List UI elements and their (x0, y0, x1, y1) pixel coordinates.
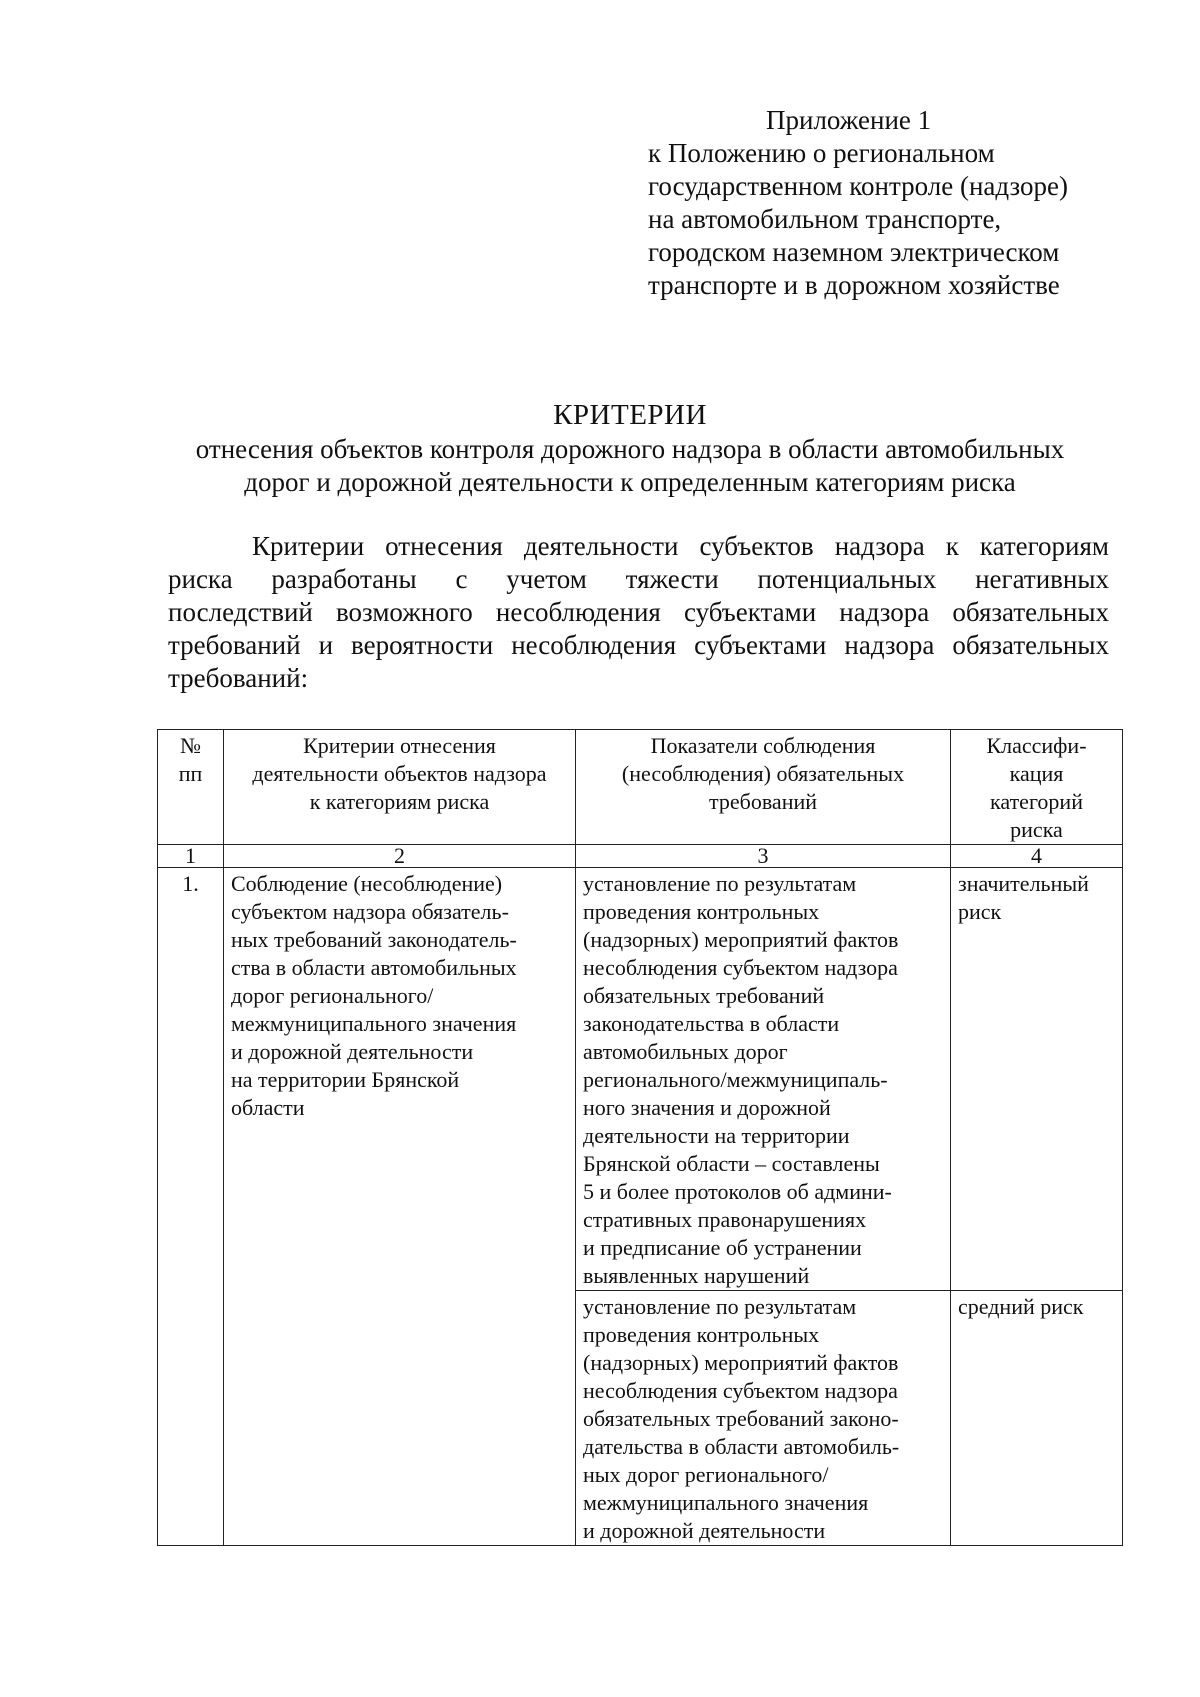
header-text: Показатели соблюдения (650, 733, 876, 758)
header-text: деятельности объектов надзора (252, 761, 547, 786)
risk-cell-significant (951, 868, 1123, 1291)
header-text: к категориям риска (309, 789, 490, 814)
header-text: № (180, 733, 201, 758)
indicator-text: и предписание об устранении (583, 1235, 862, 1260)
appendix-title: Приложение 1 (766, 105, 932, 135)
table-row (158, 868, 1123, 1291)
document-heading (150, 397, 1110, 499)
header-cell-indicators (576, 730, 951, 845)
table-header-row (158, 730, 1123, 845)
risk-text: риск (958, 899, 1002, 924)
intro-line: последствий возможного несоблюдения субъектами надзора обязательных (168, 597, 1109, 627)
column-number: 2 (224, 845, 576, 868)
document-subtitle-line: отнесения объектов контроля дорожного надзора в области автомобильных (195, 434, 1065, 464)
appendix-line: к Положению о региональном (648, 138, 995, 168)
criteria-cell (224, 868, 576, 1546)
header-cell-number (158, 730, 224, 845)
criteria-text: на территории Брянской (231, 1067, 460, 1092)
risk-text: средний риск (958, 1294, 1084, 1319)
header-text: категорий (990, 789, 1083, 814)
header-cell-criteria (224, 730, 576, 845)
indicator-text: Брянской области – составлены (583, 1151, 880, 1176)
indicator-text: дательства в области автомобиль- (583, 1434, 900, 1459)
indicator-text: и дорожной деятельности (583, 1518, 826, 1543)
intro-line: риска разработаны с учетом тяжести потенциальных негативных (168, 564, 1109, 594)
header-text: пп (178, 761, 203, 786)
header-cell-classification (951, 730, 1123, 845)
criteria-text: Соблюдение (несоблюдение) (231, 871, 503, 896)
indicator-cell-significant (576, 868, 951, 1291)
indicator-text: обязательных требований законо- (583, 1406, 899, 1431)
indicator-text: 5 и более протоколов об админи- (583, 1179, 892, 1204)
risk-cell-medium (951, 1291, 1123, 1546)
indicator-cell-medium (576, 1291, 951, 1546)
indicator-text: (надзорных) мероприятий фактов (583, 927, 899, 952)
document-title: КРИТЕРИИ (553, 399, 707, 431)
header-text: Классифи- (986, 733, 1087, 758)
indicator-text: межмуниципального значения (583, 1490, 869, 1515)
criteria-text: и дорожной деятельности (231, 1039, 474, 1064)
indicator-text: автомобильных дорог (583, 1039, 788, 1064)
column-number-row (158, 845, 1123, 868)
appendix-line: транспорте и в дорожном хозяйстве (648, 270, 1060, 300)
header-text: (несоблюдения) обязательных (621, 761, 905, 786)
criteria-text: субъектом надзора обязатель- (231, 899, 509, 924)
risk-text: значительный (958, 871, 1089, 896)
column-number: 1 (158, 845, 224, 868)
indicator-text: выявленных нарушений (583, 1263, 810, 1288)
indicator-text: несоблюдения субъектом надзора (583, 955, 898, 980)
intro-line: требований: (168, 663, 309, 693)
row-number: 1. (158, 868, 224, 1546)
header-text: требований (708, 789, 818, 814)
indicator-text: (надзорных) мероприятий фактов (583, 1350, 899, 1375)
criteria-text: дорог регионального/ (231, 983, 434, 1008)
indicator-text: регионального/межмуниципаль- (583, 1067, 888, 1092)
criteria-text: межмуниципального значения (231, 1011, 517, 1036)
criteria-text: области (231, 1095, 305, 1120)
header-text: риска (1010, 817, 1063, 842)
appendix-line: государственном контроле (надзоре) (648, 171, 1068, 201)
indicator-text: обязательных требований (583, 983, 825, 1008)
indicator-text: ного значения и дорожной (583, 1095, 831, 1120)
indicator-text: несоблюдения субъектом надзора (583, 1378, 898, 1403)
intro-line: Критерии отнесения деятельности субъектов надзора к категориям (252, 531, 1109, 561)
intro-paragraph (168, 530, 1109, 695)
indicator-text: установление по результатам (583, 1294, 857, 1319)
indicator-text: установление по результатам (583, 871, 857, 896)
criteria-text: ных требований законодатель- (231, 927, 517, 952)
criteria-table (157, 729, 1123, 1546)
indicator-text: деятельности на территории (583, 1123, 850, 1148)
column-number: 4 (951, 845, 1123, 868)
indicator-text: проведения контрольных (583, 1322, 820, 1347)
appendix-line: городском наземном электрическом (648, 237, 1060, 267)
criteria-text: ства в области автомобильных (231, 955, 517, 980)
indicator-text: законодательства в области (583, 1011, 840, 1036)
appendix-block (648, 104, 1118, 302)
header-text: Критерии отнесения (303, 733, 496, 758)
indicator-text: ных дорог регионального/ (583, 1462, 829, 1487)
header-text: кация (1009, 761, 1064, 786)
indicator-text: проведения контрольных (583, 899, 820, 924)
column-number: 3 (576, 845, 951, 868)
indicator-text: стративных правонарушениях (583, 1207, 867, 1232)
appendix-line: на автомобильном транспорте, (648, 204, 1002, 234)
intro-line: требований и вероятности несоблюдения субъектами надзора обязательных (168, 630, 1109, 660)
document-subtitle-line: дорог и дорожной деятельности к определенным категориям риска (244, 467, 1016, 497)
